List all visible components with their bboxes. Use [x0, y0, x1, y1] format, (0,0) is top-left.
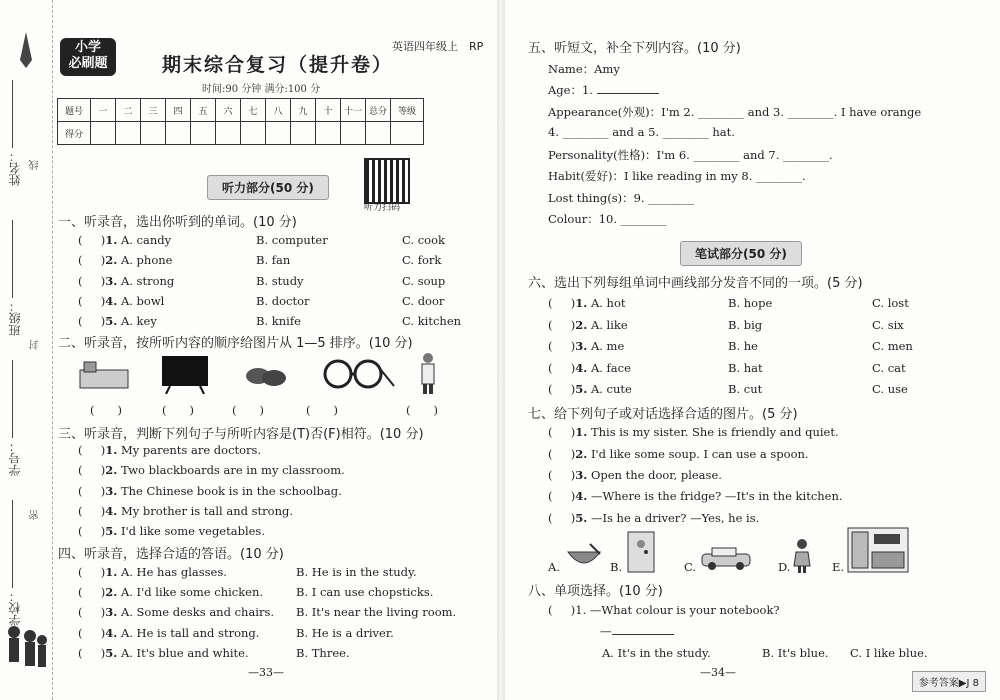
section-4-title: 四、听录音，选择合适的答语。(10 分) — [58, 547, 284, 562]
item-number: 4. — [575, 361, 588, 375]
section-8-title: 八、单项选择。(10 分) — [528, 584, 663, 599]
list-item: ( )2. I'd like some soup. I can use a spoon. — [548, 447, 809, 461]
option-b: B. hat — [728, 361, 763, 375]
option-a: A. hot — [590, 296, 626, 310]
question-text: 1. —What colour is your notebook? — [575, 603, 780, 617]
statement: —Where is the fridge? —It's in the kitchen. — [590, 489, 843, 503]
fill-line: Habit(爱好)：I like reading in my 8. ________. — [548, 169, 806, 183]
option-a: A. strong — [120, 274, 175, 288]
class-label: 班级： — [8, 300, 22, 336]
item-number: 3. — [575, 339, 588, 353]
score-cell[interactable] — [341, 122, 366, 145]
list-item: ( )4. —Where is the fridge? —It's in the kitchen. — [548, 489, 843, 503]
option-c: C. cook — [402, 233, 445, 247]
page-title: 期末综合复习（提升卷） — [162, 54, 394, 76]
bind-mark-seal: 封 — [30, 340, 41, 350]
option-b: B. doctor — [256, 294, 310, 308]
page-right — [510, 0, 990, 700]
option-c: C. lost — [872, 296, 909, 310]
glasses-picture — [320, 356, 396, 392]
option-c: C. door — [402, 294, 445, 308]
item-number: 5. — [575, 382, 588, 396]
list-item: ( )5. I'd like some vegetables. — [78, 524, 265, 538]
dash: — — [600, 624, 612, 638]
option-c: C. I like blue. — [850, 646, 928, 660]
option-a: A. bowl — [120, 294, 165, 308]
fill-line — [548, 82, 659, 98]
list-item: ( )5. A. It's blue and white. — [78, 646, 249, 660]
score-header: 九 — [291, 99, 316, 122]
qr-label: 听力扫码 — [364, 203, 401, 213]
grade-label: 英语四年级上 RP — [392, 40, 484, 53]
name-line — [12, 80, 13, 148]
item-number: 1. — [575, 425, 588, 439]
girl-picture — [792, 538, 812, 574]
section-2-title: 二、听录音，按所听内容的顺序给图片从 1—5 排序。(10 分) — [58, 336, 413, 351]
option-a: A. It's blue and white. — [120, 646, 249, 660]
item-number: 3. — [575, 468, 588, 482]
fill-line: Colour：10. ________ — [548, 212, 667, 226]
list-item: ( )4. A. bowl — [78, 294, 165, 308]
list-item: ( )1. A. hot — [548, 296, 626, 310]
pic-label-c: C. — [684, 560, 697, 574]
option-b: B. computer — [256, 233, 328, 247]
option-a: A. like — [590, 318, 628, 332]
list-item: ( )1. A. He has glasses. — [78, 565, 227, 579]
logo-line1: 小学 — [74, 40, 101, 55]
option-a: A. me — [590, 339, 625, 353]
fill-line: Appearance(外观)：I'm 2. ________ and 3. ________. I have orange — [548, 105, 922, 119]
score-value-row — [58, 122, 424, 145]
item-number: 5. — [105, 314, 118, 328]
fill-line: 4. ________ and a 5. ________ hat. — [548, 125, 735, 139]
list-item: ( )1. This is my sister. She is friendly and quiet. — [548, 425, 839, 439]
statement: This is my sister. She is friendly and quiet. — [590, 425, 839, 439]
score-header: 十一 — [341, 99, 366, 122]
list-item: ( )3. A. me — [548, 339, 625, 353]
order-blank-4[interactable]: ( ) — [306, 403, 338, 417]
statement: —Is he a driver? —Yes, he is. — [590, 511, 760, 525]
option-b: B. study — [256, 274, 304, 288]
statement: Open the door, please. — [590, 468, 722, 482]
qr-code-icon[interactable] — [364, 158, 410, 204]
score-cell[interactable] — [116, 122, 141, 145]
pic-label-a: A. — [548, 560, 560, 574]
option-c: C. six — [872, 318, 904, 332]
section-1-title: 一、听录音，选出你听到的单词。(10 分) — [58, 215, 297, 230]
class-line — [12, 220, 13, 298]
pic-label-d: D. — [778, 560, 791, 574]
item-number: 5. — [105, 646, 118, 660]
option-a: A. cute — [590, 382, 632, 396]
page-left — [52, 0, 492, 700]
option-c: C. kitchen — [402, 314, 462, 328]
score-header-row — [58, 99, 424, 122]
score-header: 七 — [241, 99, 266, 122]
score-header: 等级 — [391, 99, 424, 122]
fill-text: Age：1. — [548, 83, 593, 97]
score-header: 五 — [191, 99, 216, 122]
blank[interactable] — [597, 93, 659, 94]
list-item: ( )3. A. strong — [78, 274, 175, 288]
statement: Two blackboards are in my classroom. — [120, 463, 345, 477]
fill-line: Personality(性格)：I'm 6. ________ and 7. ________. — [548, 148, 833, 162]
score-header: 十 — [316, 99, 341, 122]
school-line — [12, 500, 13, 588]
pic-label-b: B. — [610, 560, 623, 574]
score-header: 二 — [116, 99, 141, 122]
name-label: 姓名： — [8, 150, 22, 186]
list-item: ( )5. A. key — [78, 314, 157, 328]
score-table — [57, 98, 424, 145]
section-3-title: 三、听录音，判断下列句子与所听内容是(T)否(F)相符。(10 分) — [58, 427, 424, 442]
time-info: 时间:90 分钟 满分:100 分 — [202, 84, 321, 95]
statement: The Chinese book is in the schoolbag. — [120, 484, 342, 498]
option-b: B. hope — [728, 296, 773, 310]
option-b: B. It's blue. — [762, 646, 829, 660]
item-number: 1. — [575, 296, 588, 310]
item-number: 4. — [575, 489, 588, 503]
option-b: B. It's near the living room. — [296, 605, 457, 619]
score-cell[interactable] — [141, 122, 166, 145]
option-b: B. fan — [256, 253, 291, 267]
option-a: A. He has glasses. — [120, 565, 227, 579]
option-c: C. fork — [402, 253, 442, 267]
number-label: 学号： — [8, 440, 22, 476]
blank[interactable] — [612, 634, 674, 635]
list-item: ( )1. My parents are doctors. — [78, 443, 262, 457]
score-row-label: 得分 — [58, 122, 91, 145]
order-blank-5[interactable]: ( ) — [406, 403, 438, 417]
blackboard-picture — [160, 354, 210, 394]
score-cell[interactable] — [391, 122, 424, 145]
list-item: ( )3. Open the door, please. — [548, 468, 722, 482]
item-number: 5. — [575, 511, 588, 525]
option-a: A. It's in the study. — [602, 646, 711, 660]
brand-logo — [60, 38, 116, 76]
section-7-title: 七、给下列句子或对话选择合适的图片。(5 分) — [528, 407, 798, 422]
list-item: ( )1. —What colour is your notebook? — [548, 603, 780, 617]
item-number: 4. — [105, 294, 118, 308]
page-fold — [497, 0, 505, 700]
item-number: 2. — [105, 463, 118, 477]
statement: I'd like some soup. I can use a spoon. — [590, 447, 809, 461]
statement: My brother is tall and strong. — [120, 504, 294, 518]
score-cell[interactable] — [166, 122, 191, 145]
score-cell[interactable] — [366, 122, 391, 145]
option-b: B. He is in the study. — [296, 565, 417, 579]
score-header: 三 — [141, 99, 166, 122]
score-header: 六 — [216, 99, 241, 122]
option-a: A. candy — [120, 233, 172, 247]
item-number: 2. — [575, 447, 588, 461]
option-a: A. He is tall and strong. — [120, 626, 260, 640]
list-item: ( )2. Two blackboards are in my classroom. — [78, 463, 345, 477]
score-cell[interactable] — [241, 122, 266, 145]
score-cell[interactable] — [266, 122, 291, 145]
option-a: A. phone — [120, 253, 173, 267]
item-number: 3. — [105, 484, 118, 498]
list-item: ( )2. A. I'd like some chicken. — [78, 585, 264, 599]
score-header: 八 — [266, 99, 291, 122]
written-section-pill: 笔试部分(50 分) — [680, 241, 802, 266]
decorative-crowd-icon — [4, 620, 48, 680]
score-cell[interactable] — [216, 122, 241, 145]
bathtub-picture — [76, 356, 132, 394]
shoes-picture — [244, 362, 288, 388]
logo-line2: 必刷题 — [68, 56, 108, 71]
list-item: ( )2. A. like — [548, 318, 628, 332]
list-item: ( )1. A. candy — [78, 233, 172, 247]
option-a: A. key — [120, 314, 157, 328]
item-number: 4. — [105, 504, 118, 518]
option-b: B. cut — [728, 382, 763, 396]
page-number-right: —34— — [700, 666, 736, 679]
door-picture — [626, 530, 656, 574]
option-b: B. knife — [256, 314, 301, 328]
item-number: 3. — [105, 605, 118, 619]
item-number: 2. — [105, 585, 118, 599]
car-picture — [698, 544, 754, 572]
list-item: ( )4. A. face — [548, 361, 631, 375]
list-item: ( )3. The Chinese book is in the schoolbag. — [78, 484, 342, 498]
option-a: A. Some desks and chairs. — [120, 605, 275, 619]
score-header: 总分 — [366, 99, 391, 122]
bind-mark-line: 线 — [30, 160, 41, 170]
item-number: 1. — [105, 233, 118, 247]
soup-bowl-picture — [564, 540, 604, 572]
list-item: ( )2. A. phone — [78, 253, 173, 267]
option-b: B. He is a driver. — [296, 626, 394, 640]
option-c: C. soup — [402, 274, 446, 288]
pen-icon — [14, 30, 38, 70]
score-header: 题号 — [58, 99, 91, 122]
item-number: 2. — [575, 318, 588, 332]
order-blank-2[interactable]: ( ) — [162, 403, 194, 417]
option-a: A. I'd like some chicken. — [120, 585, 264, 599]
option-c: C. use — [872, 382, 908, 396]
option-a: A. face — [590, 361, 631, 375]
fill-line: Lost thing(s)：9. ________ — [548, 191, 695, 205]
option-b: B. he — [728, 339, 758, 353]
item-number: 1. — [105, 565, 118, 579]
score-header: 四 — [166, 99, 191, 122]
statement: I'd like some vegetables. — [120, 524, 265, 538]
order-blank-1[interactable]: ( ) — [90, 403, 122, 417]
score-cell[interactable] — [316, 122, 341, 145]
statement: My parents are doctors. — [120, 443, 262, 457]
answer-blank-line[interactable] — [600, 624, 674, 638]
bind-mark-secret: 密 — [30, 510, 41, 520]
listening-section-pill: 听力部分(50 分) — [207, 175, 329, 200]
kitchen-picture — [846, 526, 910, 574]
option-b: B. Three. — [296, 646, 350, 660]
section-6-title: 六、选出下列每组单词中画线部分发音不同的一项。(5 分) — [528, 276, 863, 291]
option-b: B. I can use chopsticks. — [296, 585, 434, 599]
option-c: C. men — [872, 339, 913, 353]
page-number-left: —33— — [248, 666, 284, 679]
list-item: ( )5. —Is he a driver? —Yes, he is. — [548, 511, 760, 525]
option-c: C. cat — [872, 361, 906, 375]
list-item: ( )5. A. cute — [548, 382, 632, 396]
item-number: 2. — [105, 253, 118, 267]
order-blank-3[interactable]: ( ) — [232, 403, 264, 417]
binding-margin — [0, 0, 53, 700]
pic-label-e: E. — [832, 560, 845, 574]
item-number: 5. — [105, 524, 118, 538]
item-number: 3. — [105, 274, 118, 288]
number-line — [12, 360, 13, 438]
fill-line: Name：Amy — [548, 62, 620, 76]
doctor-picture — [418, 352, 438, 396]
item-number: 4. — [105, 626, 118, 640]
school-label: 学校： — [8, 590, 22, 626]
option-b: B. big — [728, 318, 763, 332]
score-cell[interactable] — [191, 122, 216, 145]
list-item: ( )4. A. He is tall and strong. — [78, 626, 260, 640]
list-item: ( )3. A. Some desks and chairs. — [78, 605, 275, 619]
score-cell[interactable] — [91, 122, 116, 145]
list-item: ( )4. My brother is tall and strong. — [78, 504, 294, 518]
score-header: 一 — [91, 99, 116, 122]
score-cell[interactable] — [291, 122, 316, 145]
answer-key-tab[interactable]: 参考答案▶J 8 — [912, 671, 986, 692]
item-number: 1. — [105, 443, 118, 457]
section-5-title: 五、听短文，补全下列内容。(10 分) — [528, 41, 741, 56]
